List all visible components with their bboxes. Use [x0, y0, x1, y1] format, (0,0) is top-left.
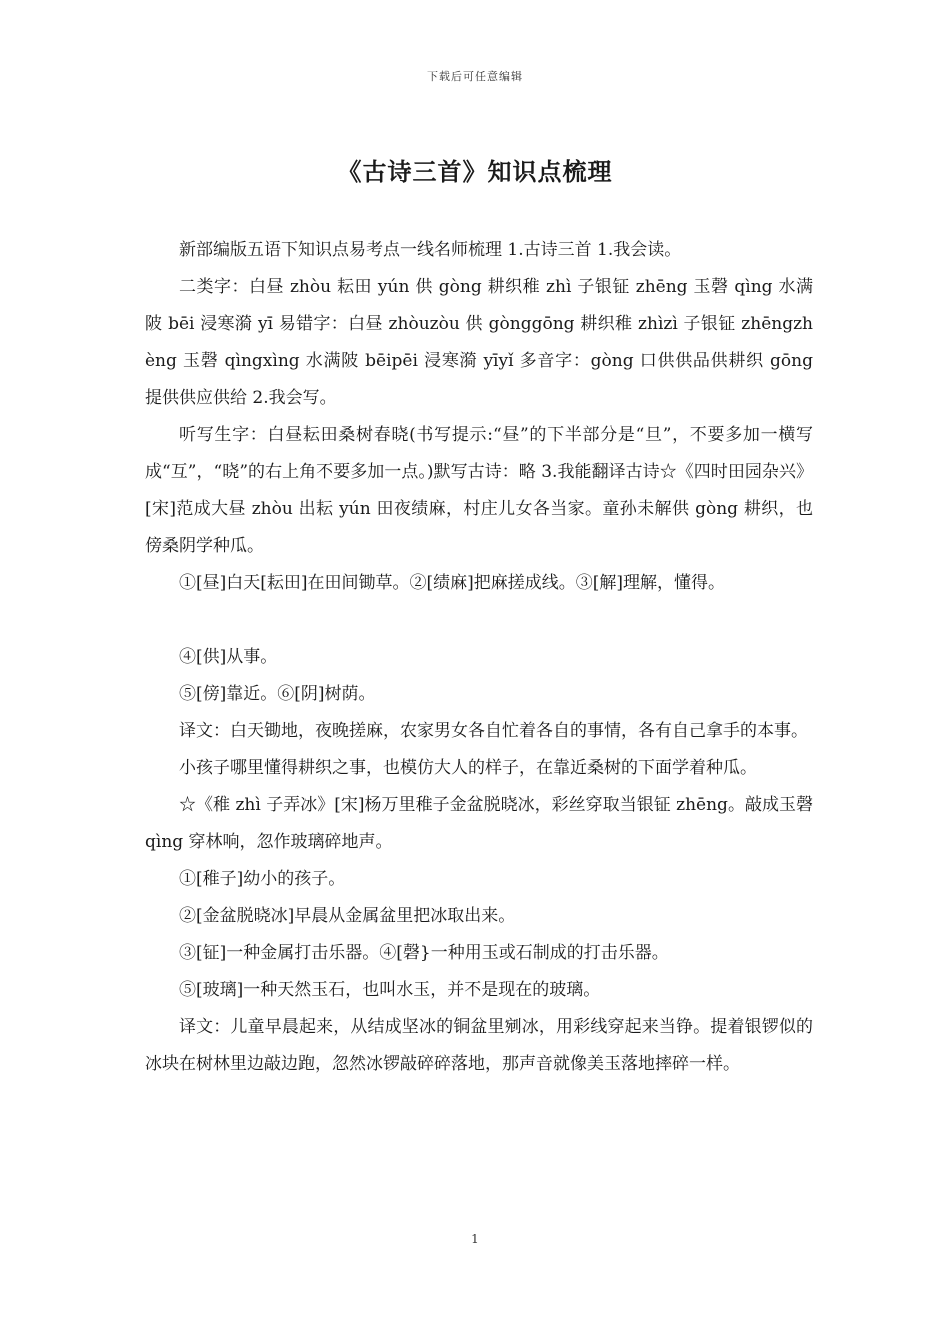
- paragraph-annotation-3: ⑤[傍]靠近。⑥[阴]树荫。: [179, 684, 376, 704]
- paragraph-translation-1b: 小孩子哪里懂得耕织之事，也模仿大人的样子，在靠近桑树的下面学着种瓜。: [179, 758, 757, 778]
- paragraph-reading-words: 二类字：白昼 zhòu 耘田 yún 供 gòng 耕织稚 zhì 子银钲 zhēng 玉磬 qìng 水满陂 bēi 浸寒漪 yī 易错字：白昼 zhòuzòu 供 gònggōng 耕织稚 zhìzì 子银钲 zhēngzhèng 玉磬 qìngxìng 水满陂 bēipēi 浸寒漪 yīyǐ 多音字：gòng 口供供品供耕织 gōng 提供供应供给 2.我会写。: [145, 277, 813, 408]
- paragraph-annotation-1: ①[昼]白天[耘田]在田间锄草。②[绩麻]把麻搓成线。③[解]理解，懂得。: [179, 573, 726, 593]
- document-title: 《古诗三首》知识点梳理: [337, 158, 613, 186]
- paragraph-intro: 新部编版五语下知识点易考点一线名师梳理 1.古诗三首 1.我会读。: [179, 240, 682, 260]
- paragraph-note-2-1: ①[稚子]幼小的孩子。: [179, 869, 346, 889]
- paragraph-dictation: 听写生字：白昼耘田桑树春晓(书写提示:“昼”的下半部分是“旦”，不要多加一横写成“互”，“晓”的右上角不要多加一点。)默写古诗：略 3.我能翻译古诗☆《四时田园杂兴》[宋]范成大昼 zhòu 出耘 yún 田夜绩麻，村庄儿女各当家。童孙未解供 gòng 耕织，也傍桑阴学种瓜。: [145, 425, 813, 556]
- paragraph-translation-1a: 译文：白天锄地，夜晚搓麻，农家男女各自忙着各自的事情，各有自己拿手的本事。: [179, 721, 808, 741]
- paragraph-note-2-4: ⑤[玻璃]一种天然玉石，也叫水玉，并不是现在的玻璃。: [179, 980, 601, 1000]
- page-number: 1: [471, 1232, 479, 1246]
- document-body: [145, 232, 813, 1083]
- paragraph-annotation-2: ④[供]从事。: [179, 647, 278, 667]
- paragraph-note-2-2: ②[金盆脱晓冰]早晨从金属盆里把冰取出来。: [179, 906, 516, 926]
- paragraph-gap: [145, 602, 813, 639]
- paragraph-poem-2: ☆《稚 zhì 子弄冰》[宋]杨万里稚子金盆脱晓冰，彩丝穿取当银钲 zhēng。敲成玉磬 qìng 穿林响，忽作玻璃碎地声。: [145, 795, 813, 852]
- paragraph-translation-2: 译文：儿童早晨起来，从结成坚冰的铜盆里剜冰，用彩线穿起来当铮。提着银锣似的冰块在树林里边敲边跑，忽然冰锣敲碎碎落地，那声音就像美玉落地摔碎一样。: [145, 1017, 813, 1074]
- paragraph-note-2-3: ③[钲]一种金属打击乐器。④[磬}一种用玉或石制成的打击乐器。: [179, 943, 669, 963]
- header-note: 下载后可任意编辑: [427, 70, 523, 83]
